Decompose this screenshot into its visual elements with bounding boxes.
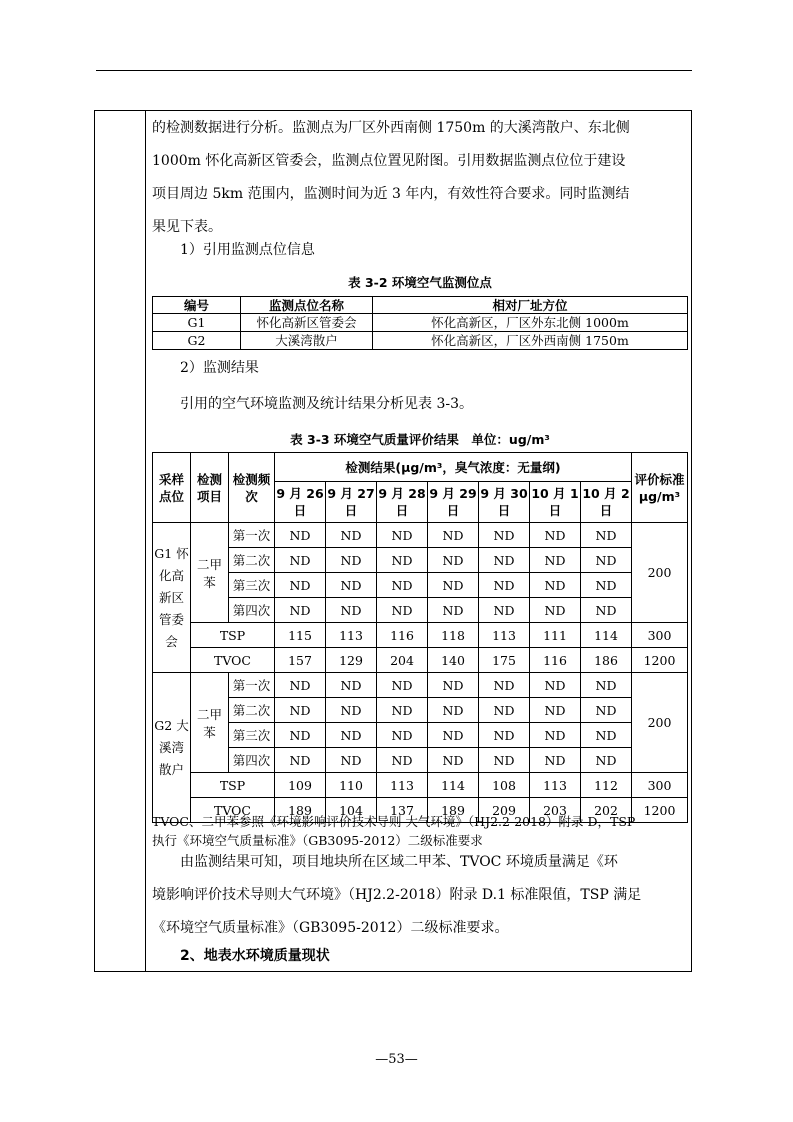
item-cell-xylene: 二甲苯 bbox=[191, 523, 229, 623]
table-row bbox=[153, 314, 688, 332]
freq-cell: 第三次 bbox=[229, 723, 275, 748]
value-cell: ND bbox=[326, 523, 377, 548]
intro-line: 果见下表。 bbox=[152, 219, 222, 235]
value-cell: 114 bbox=[581, 623, 632, 648]
value-cell: ND bbox=[428, 598, 479, 623]
value-cell: 129 bbox=[326, 648, 377, 673]
intro-line: 的检测数据进行分析。监测点为厂区外西南侧 1750m 的大溪湾散户、东北侧 bbox=[152, 120, 630, 136]
lead-sentence: 引用的空气环境监测及统计结果分析见表 3-3。 bbox=[180, 396, 473, 412]
table-row bbox=[153, 573, 688, 598]
table-row bbox=[153, 698, 688, 723]
value-cell: 112 bbox=[581, 773, 632, 798]
col-header-id: 编号 bbox=[153, 297, 241, 314]
value-cell: ND bbox=[428, 723, 479, 748]
col-header-frequency: 检测频次 bbox=[229, 453, 275, 523]
value-cell: ND bbox=[428, 698, 479, 723]
section-heading-surface-water: 2、地表水环境质量现状 bbox=[180, 948, 330, 964]
table-3-3 bbox=[152, 452, 688, 823]
col-header-results: 检测结果(μg/m³，臭气浓度：无量纲) bbox=[275, 453, 632, 482]
value-cell: ND bbox=[530, 598, 581, 623]
standard-cell: 300 bbox=[632, 623, 688, 648]
value-cell: ND bbox=[428, 523, 479, 548]
section-label-monitoring-points: 1）引用监测点位信息 bbox=[180, 242, 315, 258]
value-cell: ND bbox=[275, 748, 326, 773]
value-cell: 116 bbox=[377, 623, 428, 648]
value-cell: ND bbox=[326, 548, 377, 573]
value-cell: ND bbox=[275, 673, 326, 698]
value-cell: 113 bbox=[326, 623, 377, 648]
value-cell: ND bbox=[581, 598, 632, 623]
value-cell: ND bbox=[428, 748, 479, 773]
value-cell: ND bbox=[428, 673, 479, 698]
table-3-2 bbox=[152, 296, 688, 350]
item-cell-xylene: 二甲苯 bbox=[191, 673, 229, 773]
standard-cell: 200 bbox=[632, 673, 688, 773]
value-cell: ND bbox=[275, 723, 326, 748]
value-cell: ND bbox=[479, 673, 530, 698]
col-header-standard: 评价标准μg/m³ bbox=[632, 453, 688, 523]
cell-bearing: 怀化高新区，厂区外东北侧 1000m bbox=[373, 314, 688, 332]
standard-cell: 1200 bbox=[632, 798, 688, 823]
table-row bbox=[153, 548, 688, 573]
value-cell: 113 bbox=[377, 773, 428, 798]
value-cell: ND bbox=[326, 748, 377, 773]
freq-cell: 第二次 bbox=[229, 698, 275, 723]
value-cell: ND bbox=[275, 698, 326, 723]
value-cell: ND bbox=[326, 598, 377, 623]
value-cell: 189 bbox=[275, 798, 326, 823]
col-header-date: 10 月 2 日 bbox=[581, 482, 632, 523]
value-cell: ND bbox=[530, 748, 581, 773]
item-cell-tsp: TSP bbox=[191, 773, 275, 798]
value-cell: ND bbox=[326, 673, 377, 698]
table-row bbox=[153, 648, 688, 673]
value-cell: ND bbox=[479, 698, 530, 723]
value-cell: ND bbox=[581, 573, 632, 598]
table-row bbox=[153, 523, 688, 548]
value-cell: ND bbox=[479, 573, 530, 598]
standard-cell: 300 bbox=[632, 773, 688, 798]
value-cell: ND bbox=[581, 548, 632, 573]
value-cell: ND bbox=[581, 673, 632, 698]
intro-paragraph bbox=[152, 112, 688, 244]
table-header-row bbox=[153, 297, 688, 314]
cell-id: G2 bbox=[153, 332, 241, 350]
value-cell: 209 bbox=[479, 798, 530, 823]
standard-cell: 200 bbox=[632, 523, 688, 623]
value-cell: 114 bbox=[428, 773, 479, 798]
col-header-site: 采样点位 bbox=[153, 453, 191, 523]
standard-cell: 1200 bbox=[632, 648, 688, 673]
value-cell: 118 bbox=[428, 623, 479, 648]
value-cell: ND bbox=[479, 523, 530, 548]
value-cell: ND bbox=[530, 673, 581, 698]
frame-divider bbox=[145, 110, 146, 972]
note-line: TVOC、二甲苯参照《环境影响评价技术导则 大气环境》（HJ2.2-2018）附录 D，TSP bbox=[152, 814, 636, 829]
value-cell: 202 bbox=[581, 798, 632, 823]
site-cell-g1: G1 怀化高新区管委会 bbox=[153, 523, 191, 673]
intro-line: 项目周边 5km 范围内，监测时间为近 3 年内，有效性符合要求。同时监测结 bbox=[152, 186, 630, 202]
value-cell: 109 bbox=[275, 773, 326, 798]
value-cell: ND bbox=[530, 573, 581, 598]
value-cell: ND bbox=[377, 548, 428, 573]
value-cell: ND bbox=[275, 548, 326, 573]
conclusion-line: 《环境空气质量标准》（GB3095-2012）二级标准要求。 bbox=[152, 920, 509, 936]
value-cell: 104 bbox=[326, 798, 377, 823]
value-cell: ND bbox=[326, 698, 377, 723]
value-cell: ND bbox=[428, 548, 479, 573]
cell-bearing: 怀化高新区，厂区外西南侧 1750m bbox=[373, 332, 688, 350]
value-cell: ND bbox=[530, 548, 581, 573]
table-row bbox=[153, 623, 688, 648]
freq-cell: 第二次 bbox=[229, 548, 275, 573]
table-row bbox=[153, 598, 688, 623]
value-cell: ND bbox=[377, 673, 428, 698]
value-cell: ND bbox=[377, 523, 428, 548]
table-row bbox=[153, 773, 688, 798]
table-row bbox=[153, 723, 688, 748]
table-3-2-caption: 表 3-2 环境空气监测位点 bbox=[348, 275, 492, 290]
value-cell: 137 bbox=[377, 798, 428, 823]
value-cell: 189 bbox=[428, 798, 479, 823]
table-row bbox=[153, 748, 688, 773]
value-cell: 203 bbox=[530, 798, 581, 823]
value-cell: 157 bbox=[275, 648, 326, 673]
value-cell: ND bbox=[377, 573, 428, 598]
cell-site-name: 大溪湾散户 bbox=[241, 332, 373, 350]
value-cell: 113 bbox=[479, 623, 530, 648]
intro-line: 1000m 怀化高新区管委会，监测点位置见附图。引用数据监测点位位于建设 bbox=[152, 153, 626, 169]
table-row bbox=[153, 332, 688, 350]
value-cell: ND bbox=[581, 748, 632, 773]
value-cell: ND bbox=[275, 573, 326, 598]
note-line: 执行《环境空气质量标准》（GB3095-2012）二级标准要求 bbox=[152, 833, 483, 848]
value-cell: 116 bbox=[530, 648, 581, 673]
freq-cell: 第四次 bbox=[229, 748, 275, 773]
value-cell: ND bbox=[377, 698, 428, 723]
conclusion-paragraph bbox=[152, 846, 688, 945]
value-cell: ND bbox=[326, 573, 377, 598]
item-cell-tsp: TSP bbox=[191, 623, 275, 648]
col-header-date: 9 月 27 日 bbox=[326, 482, 377, 523]
value-cell: 108 bbox=[479, 773, 530, 798]
value-cell: ND bbox=[581, 523, 632, 548]
col-header-bearing: 相对厂址方位 bbox=[373, 297, 688, 314]
col-header-item: 检测项目 bbox=[191, 453, 229, 523]
section-label-results: 2）监测结果 bbox=[180, 360, 259, 376]
value-cell: 113 bbox=[530, 773, 581, 798]
freq-cell: 第四次 bbox=[229, 598, 275, 623]
value-cell: ND bbox=[530, 523, 581, 548]
col-header-date: 9 月 28 日 bbox=[377, 482, 428, 523]
value-cell: ND bbox=[275, 598, 326, 623]
value-cell: 175 bbox=[479, 648, 530, 673]
header-rule bbox=[96, 70, 692, 71]
value-cell: ND bbox=[479, 748, 530, 773]
value-cell: ND bbox=[530, 723, 581, 748]
cell-site-name: 怀化高新区管委会 bbox=[241, 314, 373, 332]
value-cell: 140 bbox=[428, 648, 479, 673]
value-cell: 110 bbox=[326, 773, 377, 798]
conclusion-line: 由监测结果可知，项目地块所在区域二甲苯、TVOC 环境质量满足《环 bbox=[180, 854, 618, 870]
page-number: —53— bbox=[375, 1052, 418, 1067]
value-cell: ND bbox=[479, 598, 530, 623]
col-header-date: 10 月 1 日 bbox=[530, 482, 581, 523]
table-row bbox=[153, 673, 688, 698]
value-cell: 115 bbox=[275, 623, 326, 648]
value-cell: ND bbox=[581, 723, 632, 748]
table-note bbox=[152, 812, 688, 850]
col-header-site-name: 监测点位名称 bbox=[241, 297, 373, 314]
item-cell-tvoc: TVOC bbox=[191, 798, 275, 823]
freq-cell: 第一次 bbox=[229, 523, 275, 548]
value-cell: ND bbox=[428, 573, 479, 598]
value-cell: 204 bbox=[377, 648, 428, 673]
freq-cell: 第一次 bbox=[229, 673, 275, 698]
value-cell: ND bbox=[530, 698, 581, 723]
value-cell: ND bbox=[275, 523, 326, 548]
value-cell: ND bbox=[326, 723, 377, 748]
col-header-date: 9 月 26 日 bbox=[275, 482, 326, 523]
conclusion-line: 境影响评价技术导则大气环境》（HJ2.2-2018）附录 D.1 标准限值，TSP 满足 bbox=[152, 887, 642, 903]
item-cell-tvoc: TVOC bbox=[191, 648, 275, 673]
table-header-row bbox=[153, 453, 688, 482]
freq-cell: 第三次 bbox=[229, 573, 275, 598]
value-cell: ND bbox=[377, 598, 428, 623]
value-cell: ND bbox=[479, 548, 530, 573]
col-header-date: 9 月 29 日 bbox=[428, 482, 479, 523]
value-cell: ND bbox=[581, 698, 632, 723]
table-3-3-caption: 表 3-3 环境空气质量评价结果 单位：ug/m³ bbox=[290, 432, 550, 447]
value-cell: ND bbox=[377, 723, 428, 748]
col-header-date: 9 月 30 日 bbox=[479, 482, 530, 523]
value-cell: ND bbox=[377, 748, 428, 773]
value-cell: 111 bbox=[530, 623, 581, 648]
value-cell: 186 bbox=[581, 648, 632, 673]
cell-id: G1 bbox=[153, 314, 241, 332]
site-cell-g2: G2 大溪湾散户 bbox=[153, 673, 191, 823]
value-cell: ND bbox=[479, 723, 530, 748]
